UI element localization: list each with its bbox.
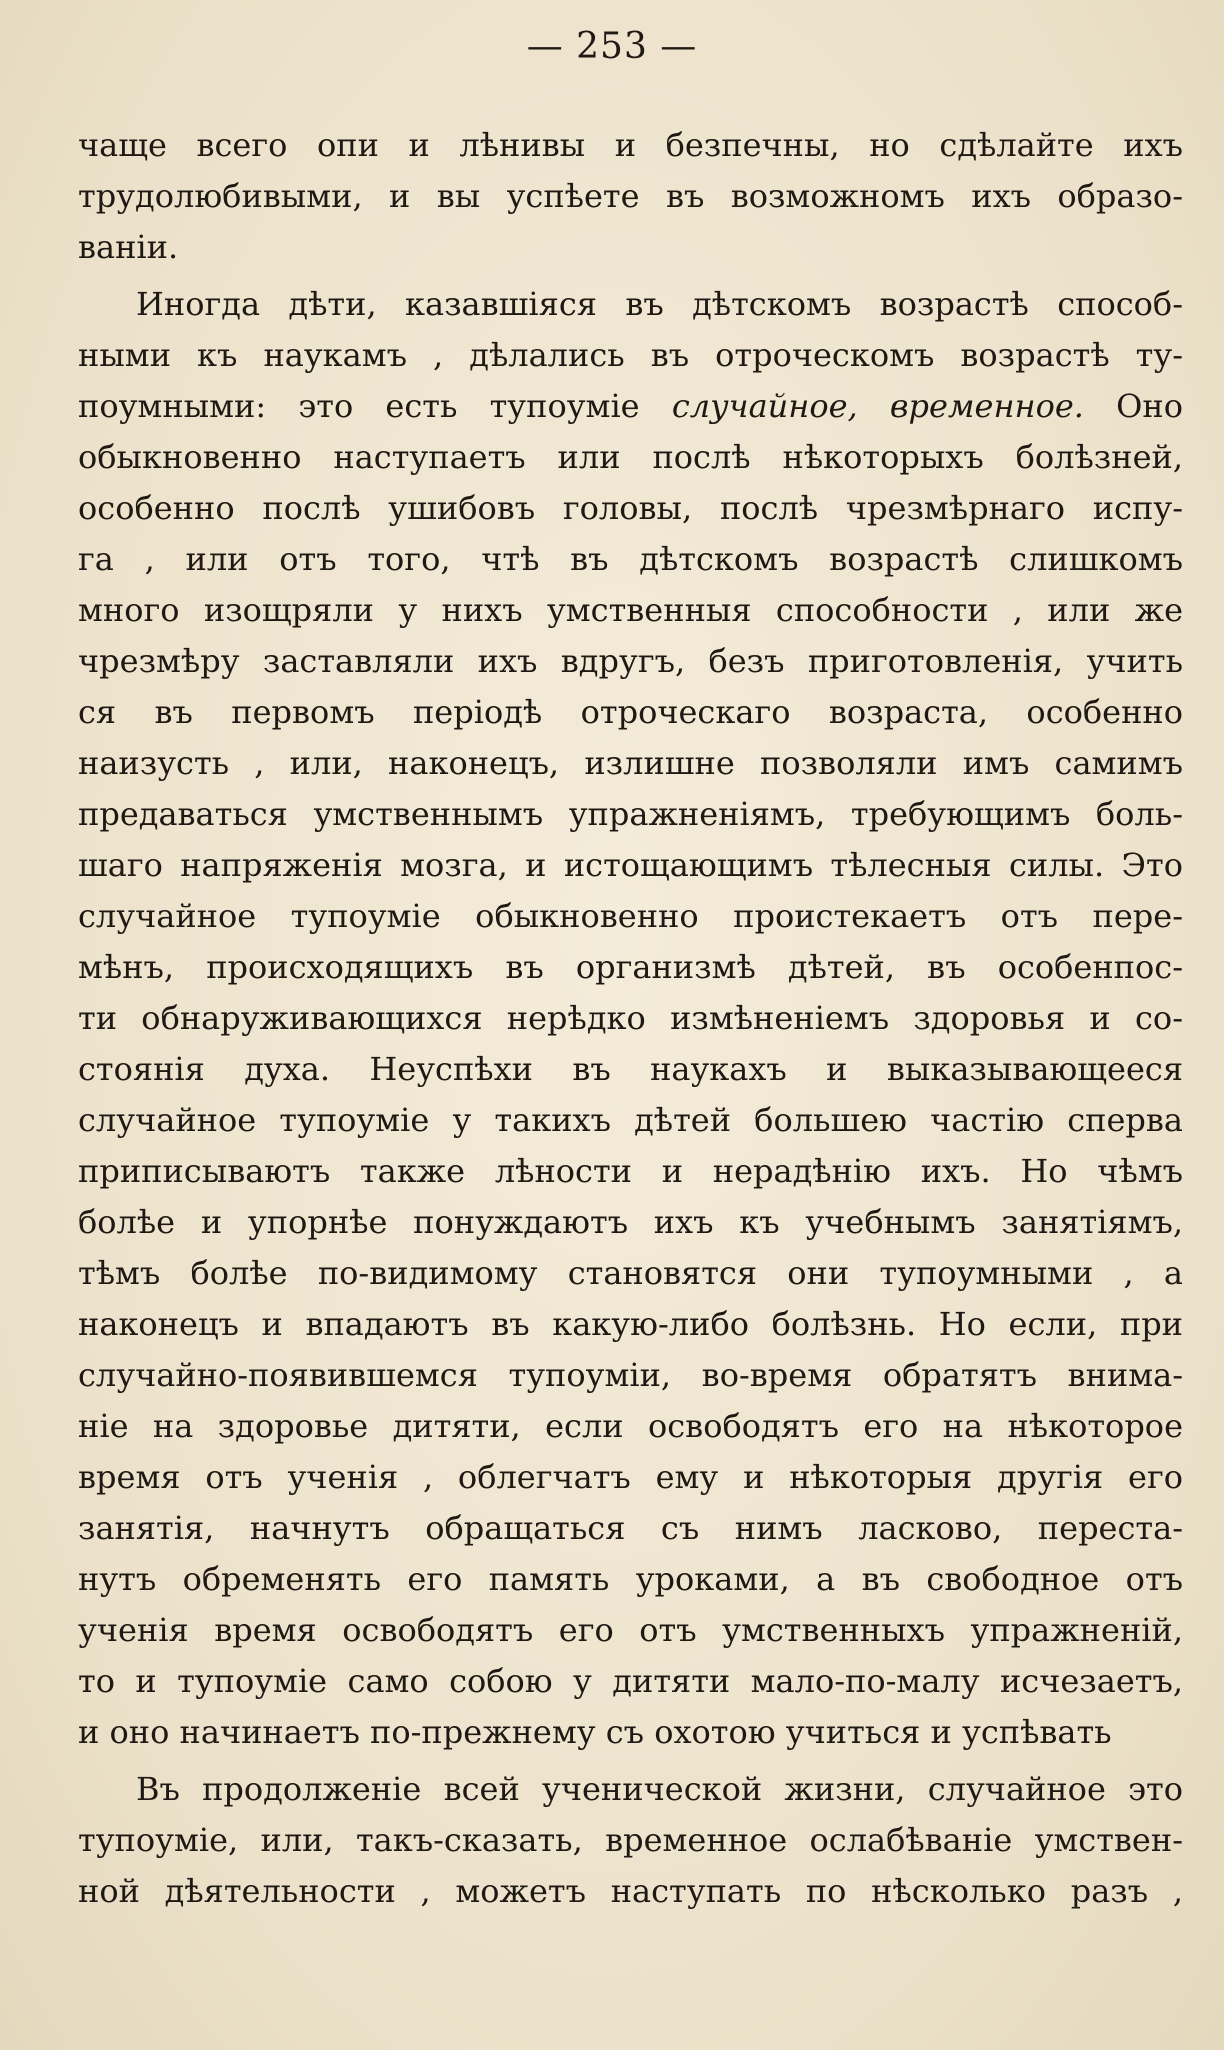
text-line: ной дѣятельности , можетъ наступать по нѣсколько разъ , <box>78 1872 1183 1910</box>
text-line: ученія время освободятъ его отъ умственныхъ упражненій, <box>78 1611 1183 1649</box>
text-line: тупоуміе, или, такъ-сказать, временное ослабѣваніе умствен- <box>78 1821 1183 1859</box>
text-line: нутъ обременять его память уроками, а въ свободное отъ <box>78 1560 1183 1598</box>
page-number: — 253 — <box>526 26 698 67</box>
text-line: стоянія духа. Неуспѣхи въ наукахъ и выказывающееся <box>78 1050 1183 1088</box>
italic-emphasis: случайное, временное. <box>671 387 1084 425</box>
text-line: Въ продолженіе всей ученической жизни, случайное это <box>136 1770 1183 1808</box>
paragraph-3 <box>78 1764 1183 1917</box>
text-line: особенно послѣ ушибовъ головы, послѣ чрезмѣрнаго испу- <box>78 489 1183 527</box>
text-line: трудолюбивыми, и вы успѣете въ возможномъ ихъ образо- <box>78 177 1183 215</box>
text-line: время отъ ученія , облегчатъ ему и нѣкоторыя другія его <box>78 1458 1183 1496</box>
text-line: ваніи. <box>78 228 179 266</box>
text-line: предаваться умственнымъ упражненіямъ, требующимъ боль- <box>78 795 1183 833</box>
text-line: чрезмѣру заставляли ихъ вдругъ, безъ приготовленія, учить <box>78 642 1183 680</box>
text-line: наконецъ и впадаютъ въ какую-либо болѣзнь. Но если, при <box>78 1305 1183 1343</box>
text-line-with-emphasis <box>78 381 1183 432</box>
text-line: случайно-появившемся тупоуміи, во-время обратятъ внима- <box>78 1356 1183 1394</box>
text-line: мѣнъ, происходящихъ въ организмѣ дѣтей, въ особенпос- <box>78 948 1183 986</box>
text-line: тѣмъ болѣе по-видимому становятся они тупоумными , а <box>78 1254 1183 1292</box>
text-line: ніе на здоровье дитяти, если освободятъ его на нѣкоторое <box>78 1407 1183 1445</box>
text-fragment: Оно <box>1116 387 1183 425</box>
text-line: приписываютъ также лѣности и нерадѣнію ихъ. Но чѣмъ <box>78 1152 1183 1190</box>
text-line: и оно начинаетъ по-прежнему съ охотою учиться и успѣвать <box>78 1713 1112 1751</box>
text-line: га , или отъ того, чтѣ въ дѣтскомъ возрастѣ слишкомъ <box>78 540 1183 578</box>
text-line: то и тупоуміе само собою у дитяти мало-по-малу исчезаетъ, <box>78 1662 1183 1700</box>
text-line: Иногда дѣти, казавшіяся въ дѣтскомъ возрастѣ способ- <box>136 285 1183 323</box>
text-line: случайное тупоуміе обыкновенно проистекаетъ отъ пере- <box>78 897 1183 935</box>
text-line: ными къ наукамъ , дѣлались въ отроческомъ возрастѣ ту- <box>78 336 1183 374</box>
text-line: шаго напряженія мозга, и истощающимъ тѣлесныя силы. Это <box>78 846 1183 884</box>
paragraph-1 <box>78 120 1183 273</box>
text-line: ти обнаруживающихся нерѣдко измѣненіемъ здоровья и со- <box>78 999 1183 1037</box>
text-line: случайное тупоуміе у такихъ дѣтей большею частію сперва <box>78 1101 1183 1139</box>
text-line: много изощряли у нихъ умственныя способности , или же <box>78 591 1183 629</box>
text-line: чаще всего опи и лѣнивы и безпечны, но сдѣлайте ихъ <box>78 126 1183 164</box>
text-line: обыкновенно наступаетъ или послѣ нѣкоторыхъ болѣзней, <box>78 438 1183 476</box>
text-line: ся въ первомъ періодѣ отроческаго возраста, особенно <box>78 693 1183 731</box>
text-line: болѣе и упорнѣе понуждаютъ ихъ къ учебнымъ занятіямъ, <box>78 1203 1183 1241</box>
text-line: наизусть , или, наконецъ, излишне позволяли имъ самимъ <box>78 744 1183 782</box>
text-fragment: поумными: это есть тупоуміе <box>78 387 640 425</box>
paragraph-2 <box>78 279 1183 1758</box>
text-body <box>78 120 1183 1917</box>
text-line: занятія, начнутъ обращаться съ нимъ ласково, переста- <box>78 1509 1183 1547</box>
